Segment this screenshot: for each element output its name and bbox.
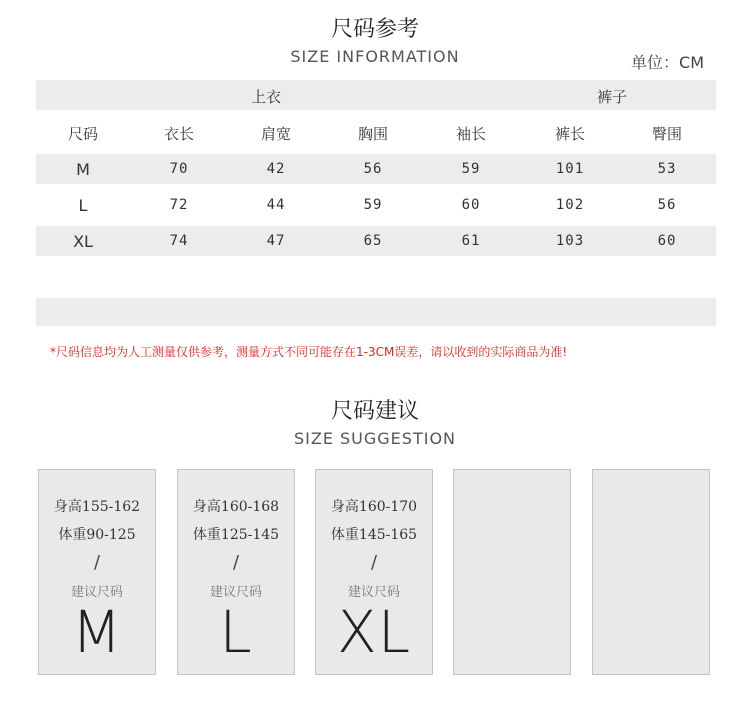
card-size-letter: L bbox=[219, 598, 253, 666]
suggestion-card-m bbox=[38, 469, 156, 675]
value-cell: 72 bbox=[169, 197, 189, 213]
value-cell: 70 bbox=[169, 161, 189, 177]
suggestion-card-empty bbox=[453, 469, 571, 675]
col-header-length: 衣长 bbox=[163, 125, 194, 143]
value-cell: 103 bbox=[555, 233, 585, 249]
col-header-pants-length: 裤长 bbox=[554, 125, 585, 143]
card-weight: 体重145-165 bbox=[330, 527, 418, 543]
value-cell: 59 bbox=[363, 197, 383, 213]
size-info-title: 尺码参考 bbox=[330, 17, 419, 42]
col-header-size: 尺码 bbox=[67, 125, 98, 143]
value-cell: 53 bbox=[657, 161, 677, 177]
card-height: 身高155-162 bbox=[53, 499, 141, 515]
group-label-pants: 裤子 bbox=[596, 88, 627, 106]
size-cell: XL bbox=[73, 232, 93, 251]
suggestion-card-empty bbox=[592, 469, 710, 675]
value-cell: 65 bbox=[363, 233, 383, 249]
card-height: 身高160-170 bbox=[330, 499, 418, 515]
card-divider-slash: / bbox=[232, 552, 240, 573]
card-weight: 体重90-125 bbox=[58, 527, 136, 543]
suggestion-card-l bbox=[177, 469, 295, 675]
value-cell: 56 bbox=[657, 197, 677, 213]
value-cell: 60 bbox=[461, 197, 481, 213]
measurement-note: *尺码信息均为人工测量仅供参考，测量方式不同可能存在1-3CM误差，请以收到的实际商品为准! bbox=[50, 345, 568, 359]
value-cell: 44 bbox=[266, 197, 286, 213]
value-cell: 74 bbox=[169, 233, 189, 249]
value-cell: 61 bbox=[461, 233, 481, 249]
col-header-shoulder: 肩宽 bbox=[260, 125, 291, 143]
card-divider-slash: / bbox=[93, 552, 101, 573]
card-height: 身高160-168 bbox=[192, 499, 280, 515]
value-cell: 47 bbox=[266, 233, 286, 249]
col-header-chest: 胸围 bbox=[357, 125, 388, 143]
size-info-subtitle: SIZE INFORMATION bbox=[290, 47, 460, 66]
size-cell: M bbox=[76, 160, 90, 179]
col-header-sleeve: 袖长 bbox=[455, 125, 486, 143]
col-header-hip: 臀围 bbox=[651, 125, 682, 143]
unit-label: 单位：CM bbox=[631, 53, 704, 72]
card-recommend-label: 建议尺码 bbox=[70, 585, 123, 600]
group-header-band bbox=[36, 80, 716, 110]
size-cell: L bbox=[78, 196, 88, 215]
value-cell: 101 bbox=[555, 161, 585, 177]
table-row bbox=[36, 226, 716, 256]
value-cell: 102 bbox=[555, 197, 585, 213]
table-row bbox=[36, 154, 716, 184]
column-header-row bbox=[36, 112, 716, 152]
group-label-top: 上衣 bbox=[250, 88, 281, 106]
card-size-letter: M bbox=[71, 598, 123, 666]
table-row bbox=[36, 190, 716, 220]
size-suggestion-title: 尺码建议 bbox=[330, 399, 419, 424]
suggestion-card-xl bbox=[315, 469, 433, 675]
card-recommend-label: 建议尺码 bbox=[209, 585, 262, 600]
card-divider-slash: / bbox=[370, 552, 378, 573]
size-suggestion-subtitle: SIZE SUGGESTION bbox=[293, 429, 456, 448]
value-cell: 59 bbox=[461, 161, 481, 177]
card-size-letter: XL bbox=[336, 598, 412, 666]
card-weight: 体重125-145 bbox=[192, 527, 280, 543]
value-cell: 42 bbox=[266, 161, 286, 177]
value-cell: 56 bbox=[363, 161, 383, 177]
value-cell: 60 bbox=[657, 233, 677, 249]
empty-row-band bbox=[36, 298, 716, 326]
card-recommend-label: 建议尺码 bbox=[347, 585, 400, 600]
